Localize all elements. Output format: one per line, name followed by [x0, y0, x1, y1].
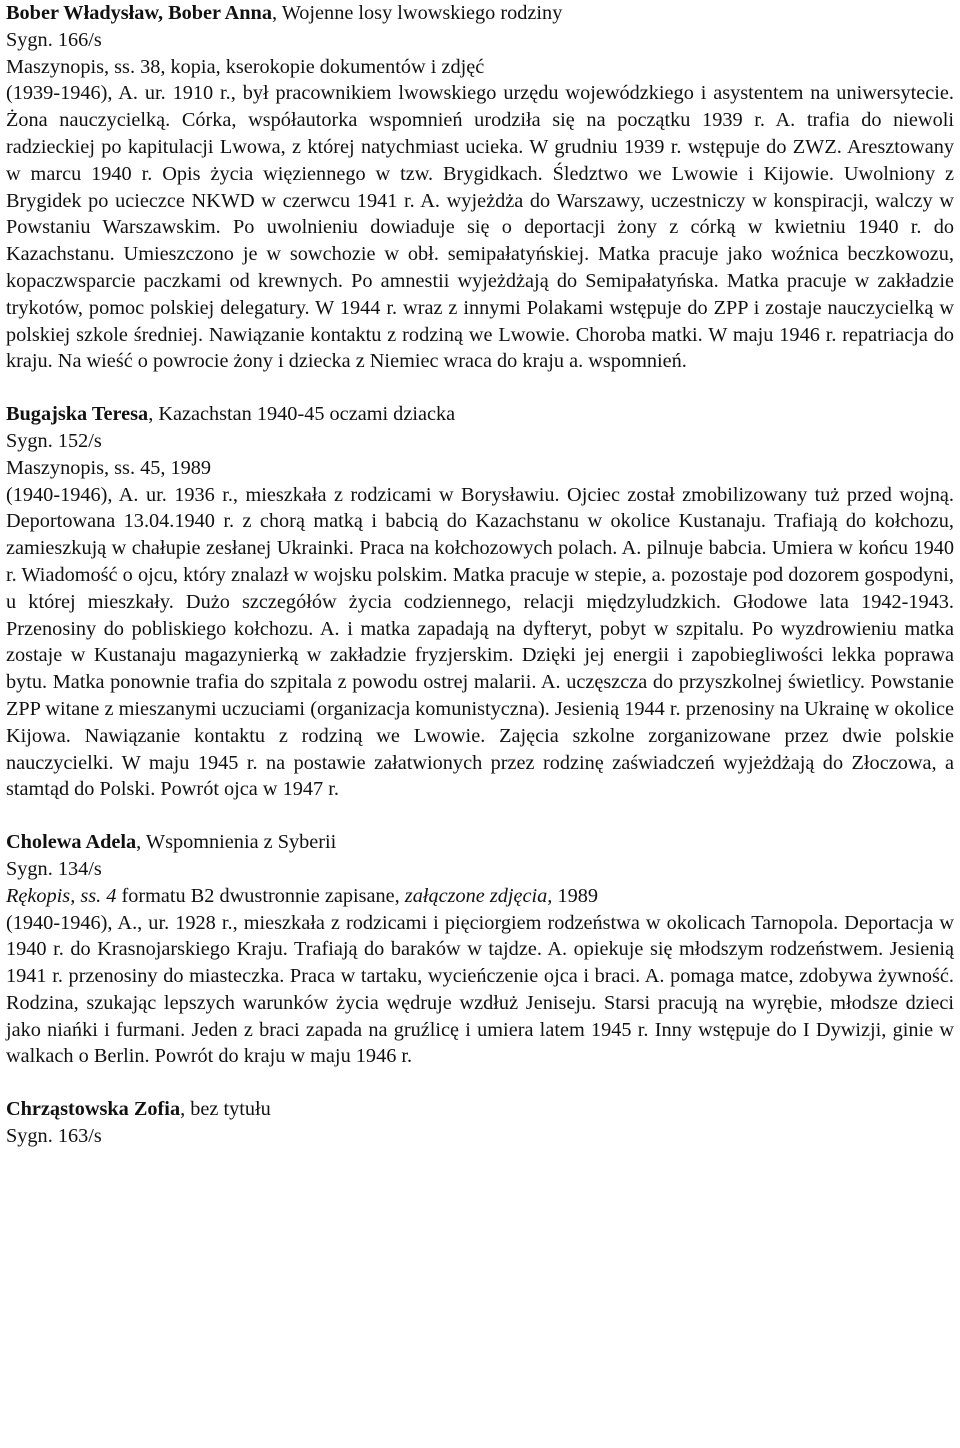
format-year: 1989 — [552, 884, 599, 907]
entry-description: (1940-1946), A. ur. 1936 r., mieszkała z rodzicami w Borysławiu. Ojciec został zmobilizowany tuż przed wojną. Deportowana 13.04.1940 r. z chorą matką i babcią do Kazachstanu w okolice Kustanaju. Trafiają do kołchozu, zamieszkują w chałupie zesłanej Ukrainki. Praca na kołchozowych polach. A. pilnuje babcia. Umiera w końcu 1940 r. Wiadomość o ojcu, który znalazł w wojsku polskim. Matka pracuje w stepie, a. pozostaje pod dozorem gospodyni, u której mieszkały. Dużo szczegółów życia codziennego, relacji międzyludzkich. Głodowe lata 1942-1943. Przenosiny do pobliskiego kołchozu. A. i matka zapadają na dyfteryt, pobyt w szpitalu. Po wyzdrowieniu matka zostaje w Kustanaju magazynierką w zakładzie fryzjerskim. Dzięki jej energii i zapobiegliwości lekka poprawa bytu. Matka ponownie trafia do szpitala z powodu ostrej malarii. A. uczęszcza do przyszkolnej świetlicy. Powstanie ZPP witane z mieszanymi uczuciami (organizacja komunistyczna). Jesienią 1944 r. przenosiny na Ukrainę w okolice Kijowa. Nawiązanie kontaktu z rodziną we Lwowie. Zajęcia szkolne zorganizowane przez dwie polskie nauczycielki. W maju 1945 r. na postawie załatwionych przez rodzinę zaświadczeń wyjeżdżają do Złoczowa, a stamtąd do Polski. Powrót ojca w 1947 r. — [6, 483, 954, 801]
catalog-entry-bober — [6, 0, 954, 375]
signature: Sygn. 134/s — [6, 857, 102, 880]
format-info: Maszynopis, ss. 45, 1989 — [6, 456, 212, 479]
format-manuscript: Rękopis, ss. 4 — [6, 884, 117, 907]
author-name: Chrząstowska Zofia — [6, 1098, 181, 1121]
catalog-entry-cholewa — [6, 829, 954, 1070]
catalog-entry-bugajska — [6, 401, 954, 803]
work-title: , Wojenne losy lwowskiego rodziny — [271, 2, 563, 24]
entry-heading — [6, 0, 954, 27]
catalog-entry-chrzastowska — [6, 1096, 954, 1150]
work-title: , Wspomnienia z Syberii — [136, 831, 337, 854]
author-name: Cholewa Adela — [6, 831, 137, 854]
entry-heading — [6, 829, 954, 856]
signature: Sygn. 163/s — [6, 1125, 102, 1148]
author-name: Bugajska Teresa — [6, 403, 149, 426]
work-title: , bez tytułu — [180, 1098, 271, 1121]
signature: Sygn. 166/s — [6, 28, 102, 51]
entry-heading — [6, 401, 954, 428]
entry-description: (1940-1946), A., ur. 1928 r., mieszkała z rodzicami i pięciorgiem rodzeństwa w okolicach Tarnopola. Deportacja w 1940 r. do Krasnojarskiego Kraju. Trafiają do baraków w tajdze. A. opiekuje się młodszym rodzeństwem. Jesienią 1941 r. przenosiny do miasteczka. Praca w tartaku, wycieńczenie ojca i braci. A. pomaga matce, zdobywa żywność. Rodzina, szukając lepszych warunków życia wędruje wzdłuż Jeniseju. Starsi pracują na wyrębie, młodsze dzieci jako niańki i furmani. Jeden z braci zapada na gruźlicę i umiera latem 1945 r. Inny wstępuje do I Dywizji, ginie w walkach o Berlin. Powrót do kraju w maju 1946 r. — [6, 911, 954, 1068]
work-title: , Kazachstan 1940-45 oczami dziacka — [148, 403, 456, 426]
signature: Sygn. 152/s — [6, 429, 102, 452]
entry-description: (1939-1946), A. ur. 1910 r., był pracownikiem lwowskiego urzędu wojewódzkiego i asystentem na uniwersytecie. Żona nauczycielką. Córka, współautorka wspomnień urodziła się na początku 1939 r. A. trafia do niewoli radzieckiej po kapitulacji Lwowa, z której natychmiast ucieka. W grudniu 1939 r. wstępuje do ZWZ. Aresztowany w marcu 1940 r. Opis życia więziennego w tzw. Brygidkach. Śledztwo we Lwowie i Kijowie. Uwolniony z Brygidek po ucieczce NKWD w czerwcu 1941 r. A. wyjeżdża do Warszawy, uczestniczy w konspiracji, walczy w Powstaniu Warszawskim. Po uwolnieniu dowiaduje się o deportacji żony z córką w kwietniu 1940 r. do Kazachstanu. Umieszczono je w sowchozie w obł. semipałatyńskiej. Matka pracuje jako woźnica beczkowozu, kopaczwsparcie paczkami od krewnych. Po amnestii wyjeżdżają do Semipałatyńska. Matka pracuje w zakładzie trykotów, pomoc polskiej delegatury. W 1944 r. wraz z innymi Polakami wstępuje do ZPP i zostaje nauczycielką w polskiej szkole średniej. Nawiązanie kontaktu z rodziną we Lwowie. Choroba matki. W maju 1946 r. repatriacja do kraju. Na wieść o powrocie żony i dziecka z Niemiec wraca do kraju a. wspomnień. — [6, 82, 954, 373]
format-photos: załączone zdjęcia, — [404, 884, 553, 907]
format-info: Maszynopis, ss. 38, kopia, kserokopie dokumentów i zdjęć — [6, 55, 485, 78]
format-info — [6, 883, 954, 910]
author-name: Bober Władysław, Bober Anna — [6, 2, 272, 24]
format-paper: formatu B2 dwustronnie zapisane, — [116, 884, 405, 907]
entry-heading — [6, 1096, 954, 1123]
